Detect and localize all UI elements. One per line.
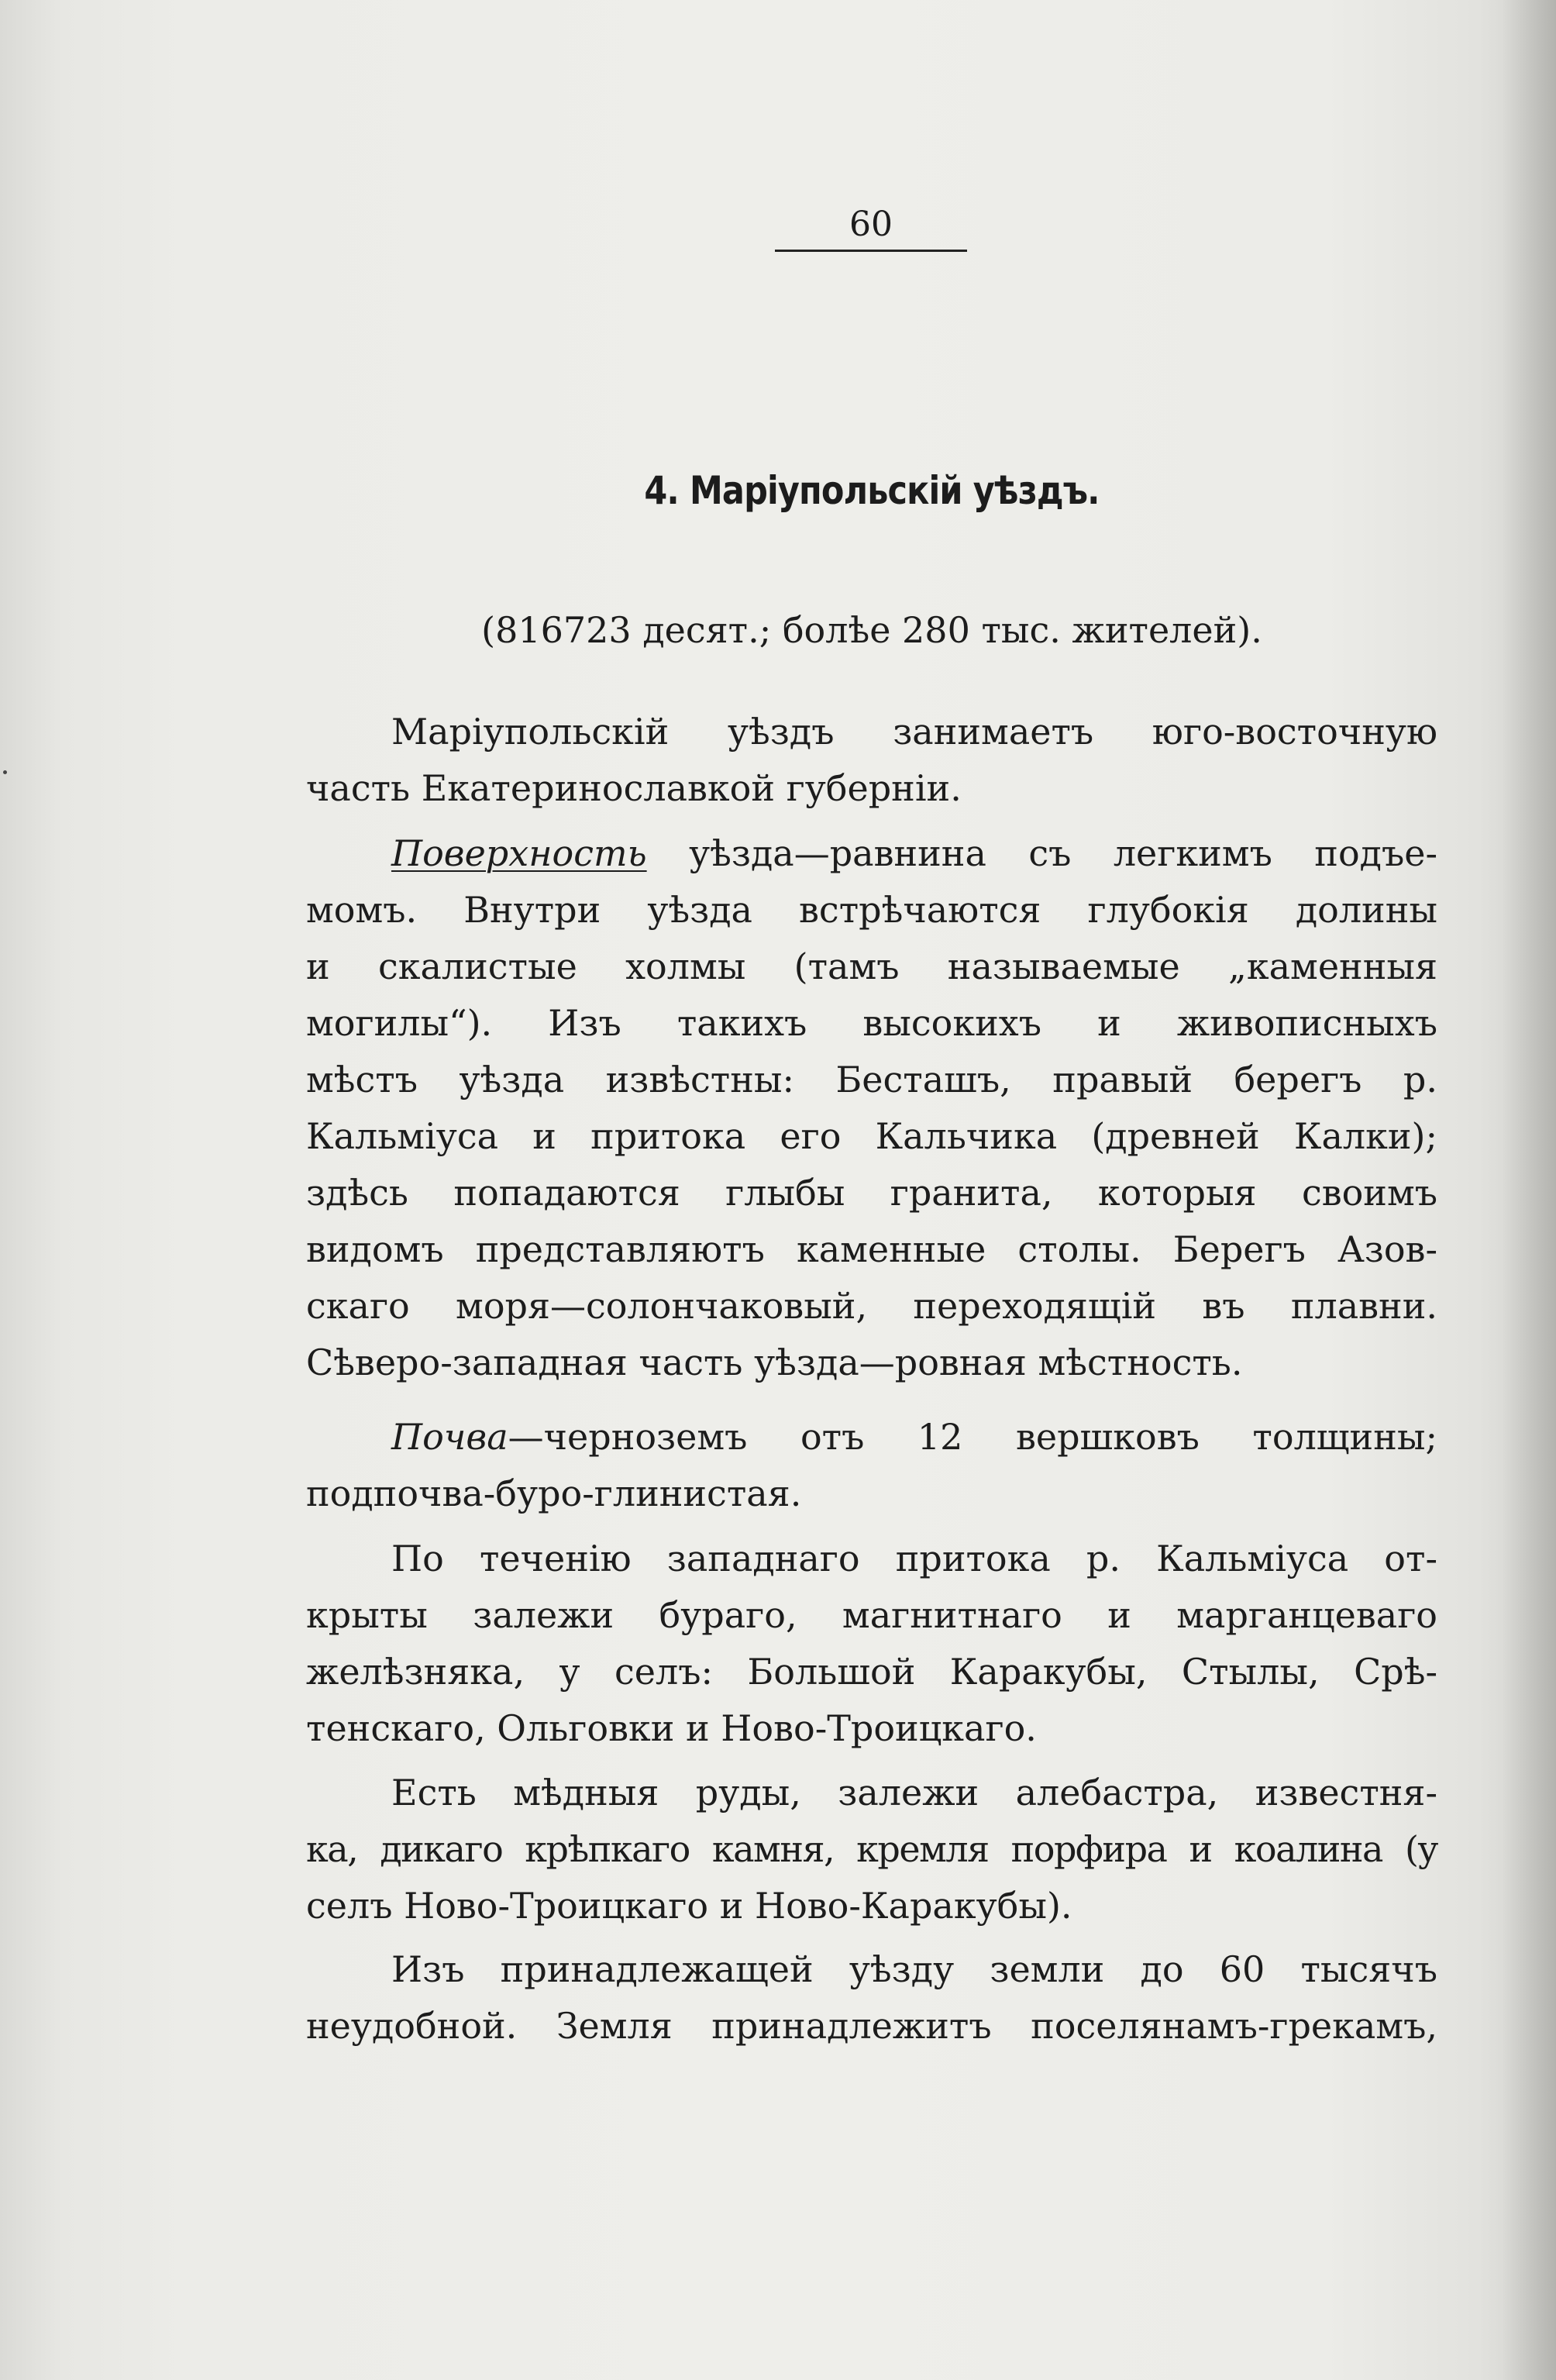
- text-fragment: —черноземъ отъ 12 вершковъ толщины;: [508, 1416, 1437, 1458]
- text-line: здѣсь попадаются глыбы гранита, которыя своимъ: [306, 1172, 1437, 1214]
- term-soil: Почва: [391, 1416, 508, 1458]
- page-number: 60: [849, 205, 893, 244]
- text-line: скаго моря—солончаковый, переходящій въ плавни.: [306, 1285, 1437, 1327]
- text-line: тенскаго, Ольговки и Ново-Троицкаго.: [306, 1707, 1037, 1749]
- text-line: Есть мѣдныя руды, залежи алебастра, известня-: [391, 1772, 1437, 1813]
- paragraph-intro: [306, 704, 1437, 817]
- paragraph-surface: [306, 825, 1437, 1391]
- section-subtitle: (816723 десят.; болѣе 280 тыс. жителей).: [481, 609, 1262, 651]
- text-fragment: уѣзда—равнина съ легкимъ подъе-: [646, 832, 1437, 874]
- text-line: мѣстъ уѣзда извѣстны: Бесташъ, правый берегъ р.: [306, 1059, 1437, 1100]
- text-line: и скалистые холмы (тамъ называемые „каменныя: [306, 945, 1437, 987]
- text-line: желѣзняка, у селъ: Большой Каракубы, Стылы, Срѣ-: [306, 1651, 1437, 1693]
- text-line: часть Екатеринославкой губерніи.: [306, 767, 962, 809]
- text-line: крыты залежи бураго, магнитнаго и марганцеваго: [306, 1594, 1437, 1636]
- text-line: ка, дикаго крѣпкаго камня, кремля порфира и коалина (у: [306, 1828, 1437, 1870]
- text-line: момъ. Внутри уѣзда встрѣчаются глубокія долины: [306, 889, 1437, 931]
- text-line: Изъ принадлежащей уѣзду земли до 60 тысячъ: [391, 1948, 1437, 1990]
- page-edge-shadow: [1502, 0, 1556, 2380]
- text-line: неудобной. Земля принадлежитъ поселянамъ-грекамъ,: [306, 2005, 1437, 2047]
- text-line: видомъ представляютъ каменные столы. Берегъ Азов-: [306, 1228, 1437, 1270]
- paragraph-land: [306, 1941, 1437, 2055]
- text-line: селъ Ново-Троицкаго и Ново-Каракубы).: [306, 1885, 1072, 1927]
- text-line: могилы“). Изъ такихъ высокихъ и живописныхъ: [306, 1002, 1437, 1044]
- term-surface: Поверхность: [391, 832, 647, 874]
- text-line: [306, 825, 1437, 882]
- text-line: Маріупольскій уѣздъ занимаетъ юго-восточную: [391, 711, 1437, 753]
- margin-speck: [3, 770, 7, 774]
- page-number-rule: [775, 250, 967, 252]
- section-heading: 4. Маріупольскій уѣздъ.: [644, 468, 1100, 513]
- paragraph-soil: [306, 1409, 1437, 1522]
- text-line: [306, 1409, 1437, 1466]
- paragraph-minerals: [306, 1765, 1437, 1934]
- text-line: подпочва-буро-глинистая.: [306, 1472, 802, 1514]
- text-line: По теченію западнаго притока р. Кальміуса от-: [391, 1538, 1437, 1579]
- paragraph-ore: [306, 1531, 1437, 1757]
- text-line: Сѣверо-западная часть уѣзда—ровная мѣстность.: [306, 1342, 1243, 1383]
- text-line: Кальміуса и притока его Кальчика (древней Калки);: [306, 1115, 1437, 1157]
